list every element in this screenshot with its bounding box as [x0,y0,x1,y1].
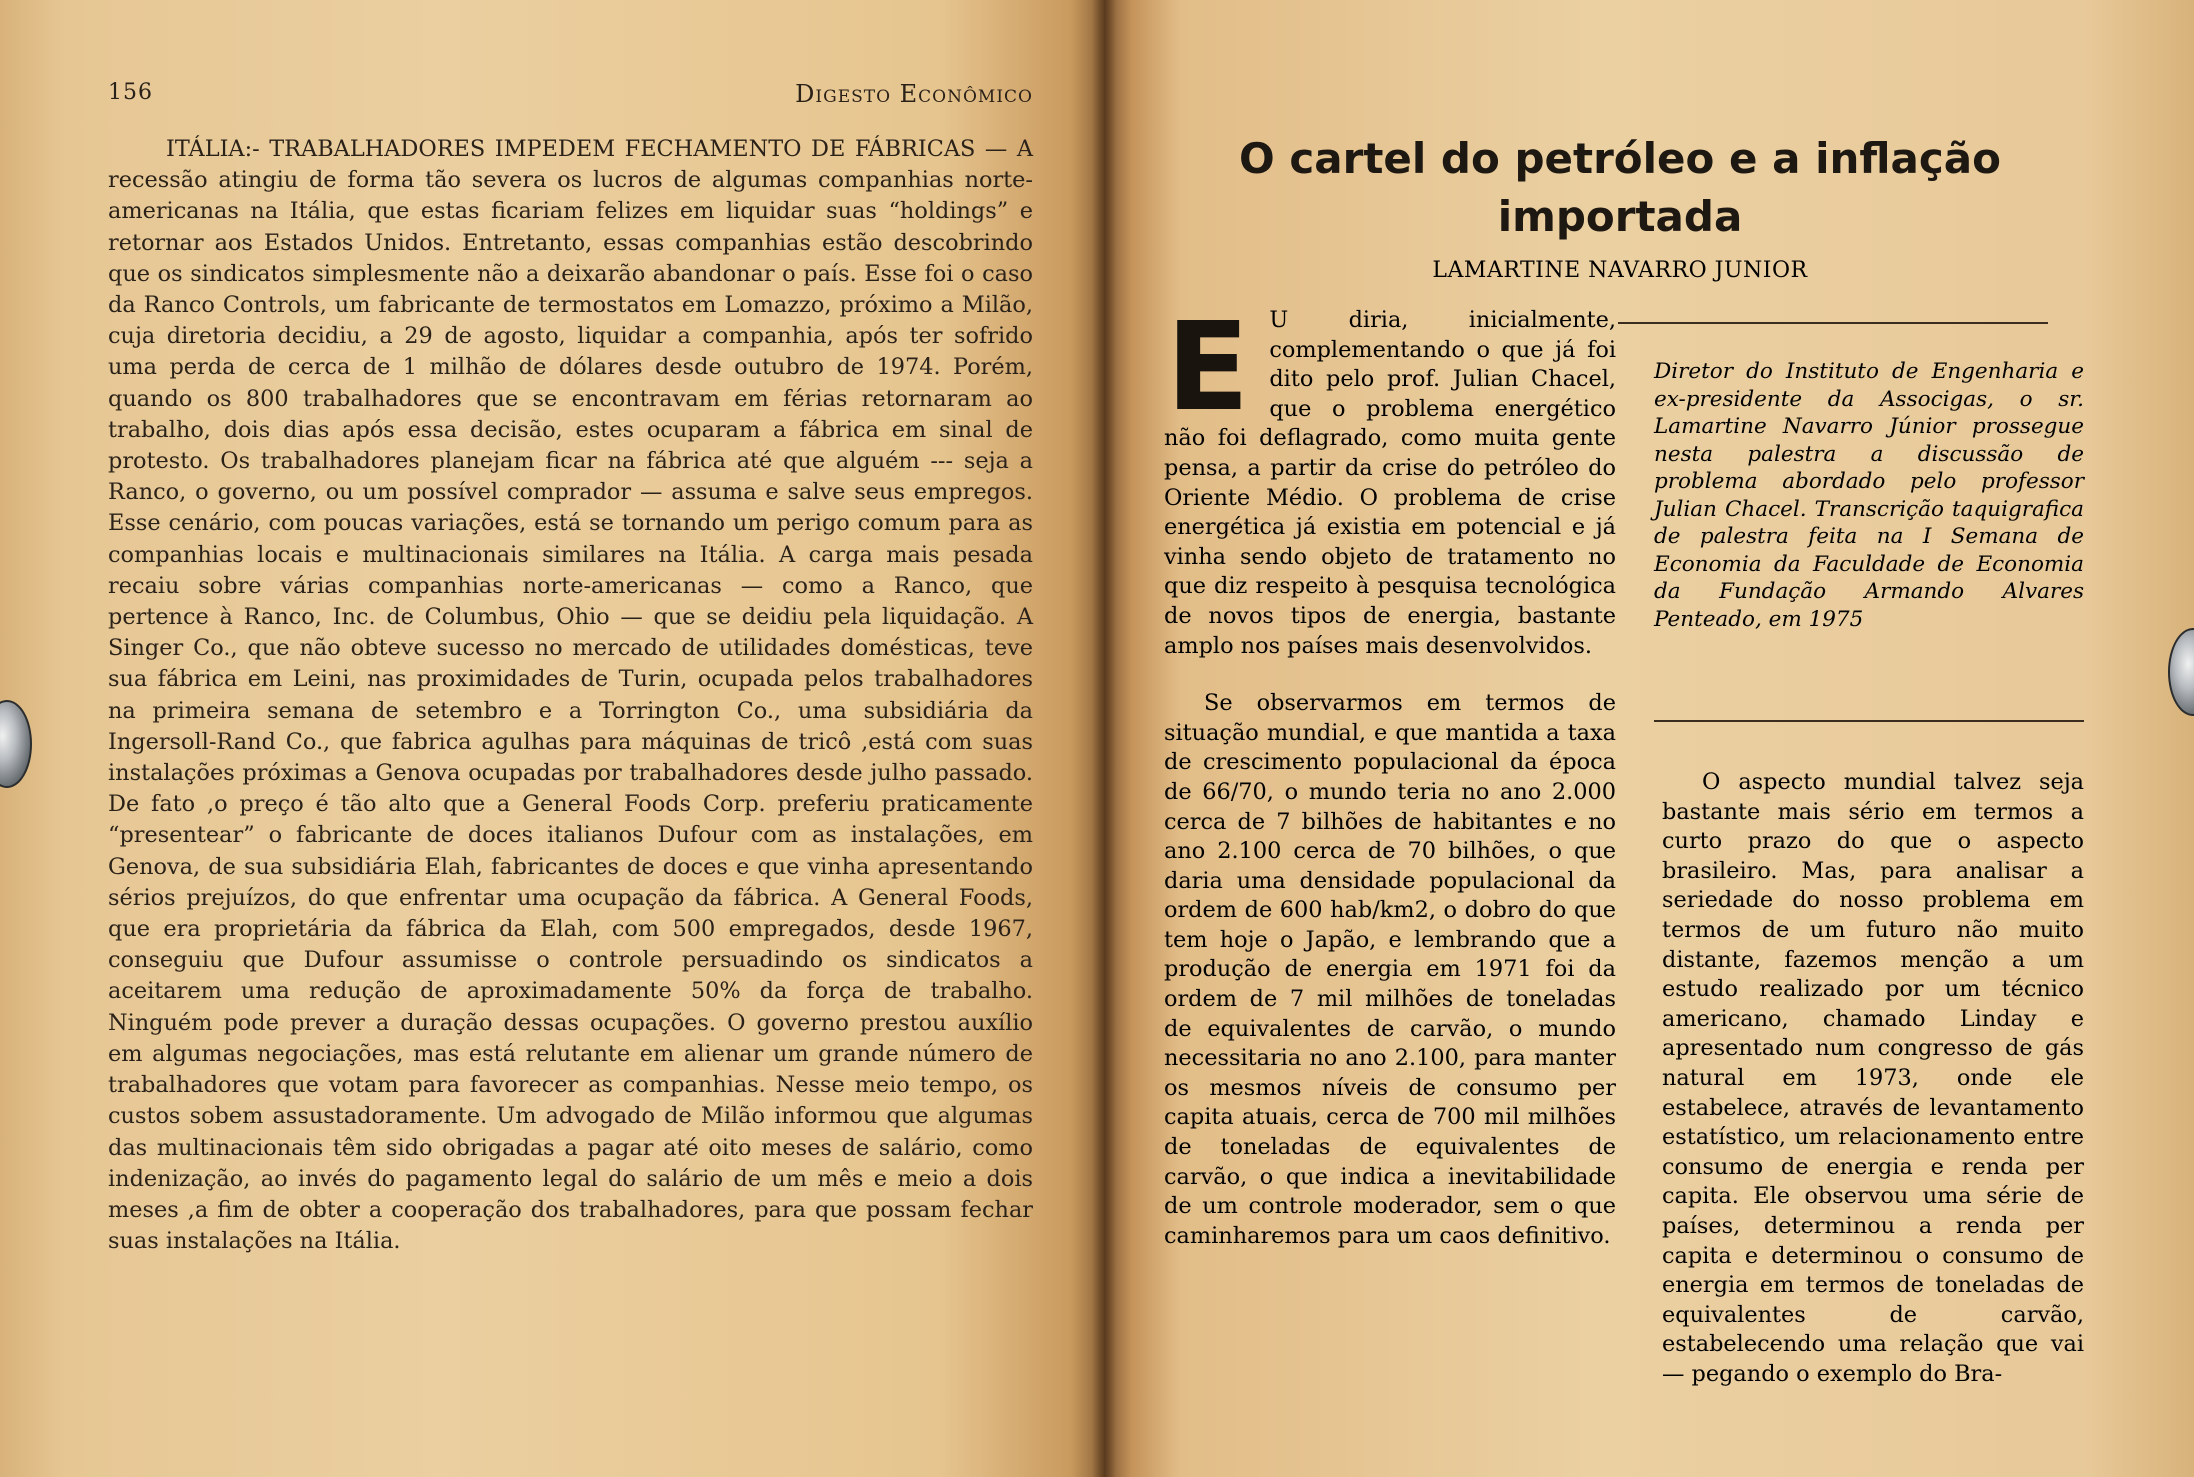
sidebar-rule-bottom [1654,720,2084,722]
article-column-2: O aspecto mundial talvez seja bastante mais sério em termos a curto prazo do que o aspecto brasileiro. Mas, para analisar a seriedade do nosso problema em termos de um futuro não muito distante, fazemos menção a um estudo realizado por um técnico americano, chamado Linday e apresentado num congresso de gás natural em 1973, onde ele estabelece, através de levantamento estatístico, um relacionamento entre consumo de energia e renda per capita. Ele observou uma série de países, determinou a renda per capita e determinou o consumo de energia em termos de toneladas de equivalentes de carvão, estabelecendo uma relação que vai — pegando o exemplo do Bra- [1662,769,2084,1387]
article-text: ITÁLIA:- TRABALHADORES IMPEDEM FECHAMENTO DE FÁBRICAS — A recessão atingiu de forma tão severa os lucros de algumas companhias norte-americanas na Itália, que estas ficariam felizes em liquidar suas “holdings” e retornar aos Estados Unidos. Entretanto, essas companhias estão descobrindo que os sindicatos simplesmente não a deixarão abandonar o país. Esse foi o caso da Ranco Controls, um fabricante de termostatos em Lomazzo, próximo a Milão, cuja diretoria decidiu, a 29 de agosto, liquidar a companhia, após ter sofrido uma perda de cerca de 1 milhão de dólares desde outubro de 1974. Porém, quando os 800 trabalhadores que se encontravam em férias retornaram ao trabalho, dois dias após essa decisão, estes ocuparam a fábrica em sinal de protesto. Os trabalhadores planejam ficar na fábrica até que alguém --- seja a Ranco, o governo, ou um possível comprador — assuma e salve seus empregos. Esse cenário, com poucas variações, está se tornando um perigo comum para as companhias locais e multinacionais similares na Itália. A carga mais pesada recaiu sobre várias companhias norte-americanas — como a Ranco, que pertence à Ranco, Inc. de Columbus, Ohio — que se deidiu pela liquidação. A Singer Co., que não obteve sucesso no mercado de utilidades domésticas, teve sua fábrica em Leini, nas proximidades de Turin, ocupada pelos trabalhadores na primeira semana de setembro e a Torrington Co., uma subsidiária da Ingersoll-Rand Co., que fabrica agulhas para máquinas de tricô ,está com suas instalações próximas a Genova ocupadas por trabalhadores desde julho passado. De fato ,o preço é tão alto que a General Foods Corp. preferiu praticamente “presentear” o fabricante de doces italianos Dufour com as instalações, em Genova, de sua subsidiária Elah, fabricantes de doces e que vinha apresentando sérios prejuízos, do que enfrentar uma ocupação da fábrica. A General Foods, que era proprietária da fábrica da Elah, com 500 empregados, desde 1967, conseguiu que Dufour assumisse o controle persuadindo os sindicatos a aceitarem uma redução de aproximadamente 50% da força de trabalho. Ninguém pode prever a duração dessas ocupações. O governo prestou auxílio em algumas negociações, mas está relutante em alienar um grande número de trabalhadores que votam para favorecer as companhias. Nesse meio tempo, os custos sobem assustadoramente. Um advogado de Milão informou que algumas das multinacionais têm sido obrigadas a pagar até oito meses de salário, como indenização, ao invés do pagamento legal do salário de um mês e meio a dois meses ,a fim de obter a cooperação dos trabalhadores, para que possam fechar suas instalações na Itália. [108,136,1033,1255]
article-author: LAMARTINE NAVARRO JUNIOR [1432,258,1808,283]
page-number: 156 [108,80,153,105]
article-column-1 [1164,296,1616,1251]
author-note: Diretor do Instituto de Engenharia e ex-presidente da Associgas, o sr. Lamartine Navarro Júnior prossegue nesta palestra a discussão de problema abordado pelo professor Julian Chacel. Transcrição taquigrafica de palestra feita na I Semana de Economia da Faculdade de Economia da Fundação Armando Alvares Penteado, em 1975 [1654,359,2084,632]
drop-cap: E [1166,296,1250,438]
paragraph-1 [1164,296,1616,661]
running-header [108,80,1033,114]
paragraph-1-text: U diria, inicialmente, complementando o que já foi dito pelo prof. Julian Chacel, que o problema energético não foi deflagrado, como muita gente pensa, a partir da crise do petróleo do Oriente Médio. O problema de crise energética já existia em potencial e já vinha sendo objeto de tratamento no que diz respeito à pesquisa tecnológica de novos tipos de energia, bastante amplo nos países mais desenvolvidos. [1164,307,1616,659]
running-title: Digesto Econômico [795,80,1033,108]
page-gutter [1092,0,1116,1477]
paragraph-2: Se observarmos em termos de situação mundial, e que mantida a taxa de crescimento populacional da época de 66/70, o mundo teria no ano 2.000 cerca de 7 bilhões de habitantes e no ano 2.100 cerca de 70 bilhões, o que daria uma densidade populacional da ordem de 600 hab/km2, o dobro do que tem hoje o Japão, e lembrando que a produção de energia em 1971 foi da ordem de 7 mil milhões de toneladas de equivalentes de carvão, o mundo necessitaria no ano 2.100, para manter os mesmos níveis de consumo per capita atuais, cerca de 700 mil milhões de toneladas de equivalentes de carvão, o que indica a inevitabilidade de um controle moderador, sem o que caminharemos para um caos definitivo. [1164,690,1616,1249]
sidebar-rule-top [1618,322,2048,324]
article-title: O cartel do petróleo e a inflação importada [1239,134,2001,241]
